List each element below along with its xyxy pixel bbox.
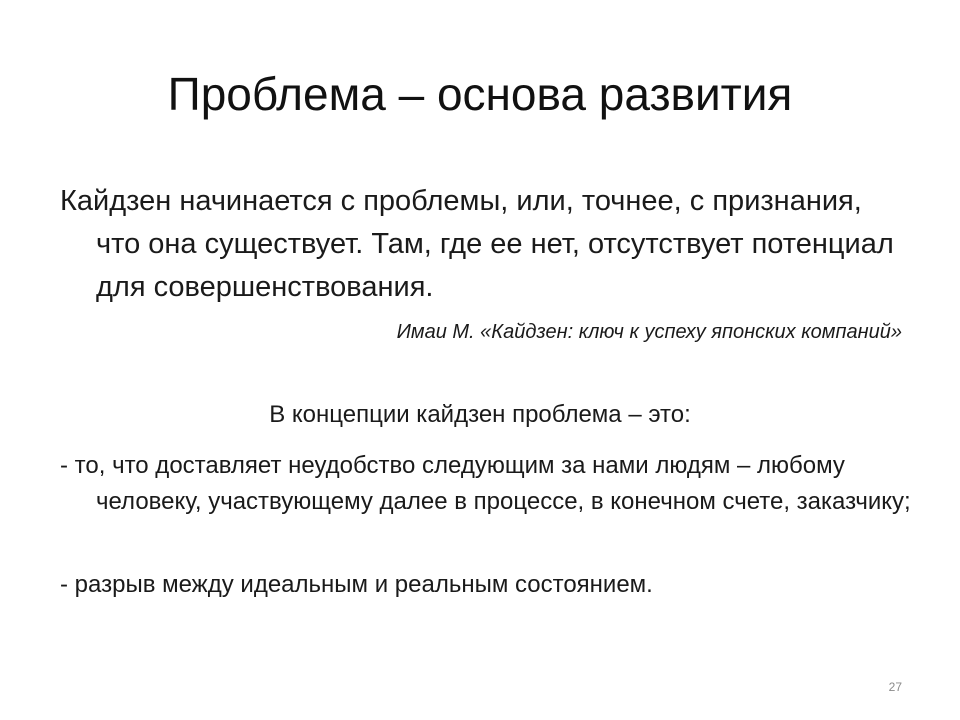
quote-attribution: Имаи М. «Кайдзен: ключ к успеху японских компаний»	[396, 321, 902, 343]
slide-title: Проблема – основа развития	[167, 68, 793, 120]
bullet-item-gap: - разрыв между идеальным и реальным состоянием.	[60, 571, 653, 598]
bullet-item-inconvenience: - то, что доставляет неудобство следующим за нами людям – любому человеку, участвующему далее в процессе, в конечном счете, заказчику;	[60, 452, 911, 515]
page-number: 27	[888, 680, 902, 694]
concept-heading: В концепции кайдзен проблема – это:	[269, 401, 691, 428]
kaizen-quote: Кайдзен начинается с проблемы, или, точнее, с признания, что она существует. Там, где ее нет, отсутствует потенциал для совершенствования.	[60, 185, 894, 303]
